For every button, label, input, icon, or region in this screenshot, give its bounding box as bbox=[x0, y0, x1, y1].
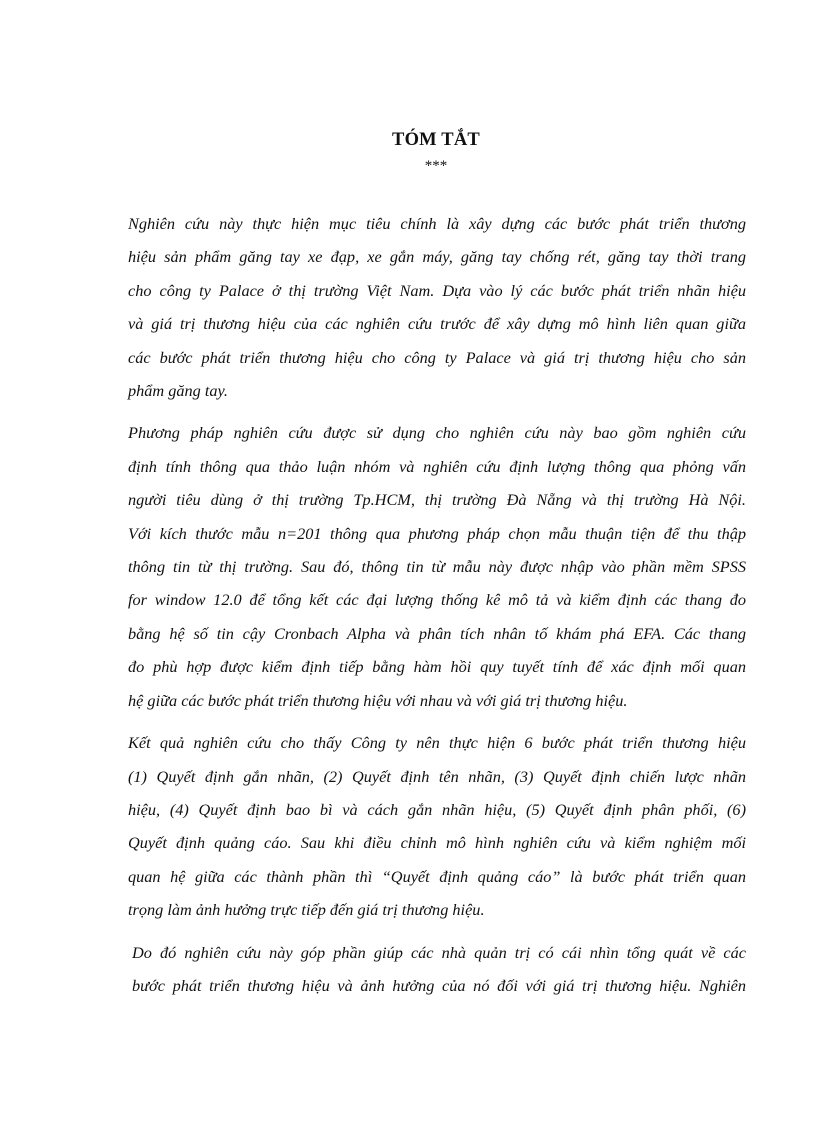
text-line: Với kích thước mẫu n=201 thông qua phương pháp chọn mẫu thuận tiện để thu thập bbox=[128, 523, 746, 543]
text-line: đo phù hợp được kiểm định tiếp bằng hàm hồi quy tuyết tính để xác định mối quan bbox=[128, 657, 746, 677]
text-line: Do đó nghiên cứu này góp phần giúp các nhà quản trị có cái nhìn tổng quát về các bbox=[132, 942, 746, 962]
abstract-body bbox=[128, 207, 746, 1011]
text-line: và giá trị thương hiệu của các nghiên cứu trước để xây dựng mô hình liên quan giữa bbox=[128, 314, 746, 334]
paragraph-method bbox=[128, 416, 746, 717]
text-line: Nghiên cứu này thực hiện mục tiêu chính là xây dựng các bước phát triển thương bbox=[128, 214, 746, 233]
paragraph-objective bbox=[128, 207, 746, 407]
text-line: (1) Quyết định gắn nhãn, (2) Quyết định tên nhãn, (3) Quyết định chiến lược nhãn bbox=[128, 766, 746, 786]
paragraph-conclusion bbox=[128, 936, 746, 1003]
text-line: Kết quả nghiên cứu cho thấy Công ty nên thực hiện 6 bước phát triển thương hiệu bbox=[128, 733, 746, 753]
text-line: người tiêu dùng ở thị trường Tp.HCM, thị trường Đà Nẵng và thị trường Hà Nội. bbox=[128, 490, 746, 510]
text-line: trọng làm ảnh hưởng trực tiếp đến giá trị thương hiệu. bbox=[128, 900, 485, 920]
text-line: cho công ty Palace ở thị trường Việt Nam. Dựa vào lý các bước phát triển nhãn hiệu bbox=[128, 280, 746, 300]
page-title: TÓM TẮT bbox=[392, 130, 480, 150]
text-line: phẩm găng tay. bbox=[128, 381, 228, 401]
text-line: hiệu sản phẩm găng tay xe đạp, xe gắn máy, găng tay chống rét, găng tay thời trang bbox=[128, 247, 746, 267]
text-line: định tính thông qua thảo luận nhóm và nghiên cứu định lượng thông qua phỏng vấn bbox=[128, 456, 746, 476]
title-separator: *** bbox=[424, 158, 448, 174]
text-line: bằng hệ số tin cậy Cronbach Alpha và phân tích nhân tố khám phá EFA. Các thang bbox=[128, 623, 746, 643]
text-line: quan hệ giữa các thành phần thì “Quyết định quảng cáo” là bước phát triển quan bbox=[128, 866, 746, 886]
paragraph-results bbox=[128, 726, 746, 926]
text-line: Phương pháp nghiên cứu được sử dụng cho nghiên cứu này bao gồm nghiên cứu bbox=[128, 423, 746, 443]
text-line: hiệu, (4) Quyết định bao bì và cách gắn nhãn hiệu, (5) Quyết định phân phối, (6) bbox=[128, 799, 746, 819]
text-line: thông tin từ thị trường. Sau đó, thông tin từ mẫu này được nhập vào phần mềm SPSS bbox=[128, 557, 746, 577]
text-line: Quyết định quảng cáo. Sau khi điều chỉnh mô hình nghiên cứu và kiểm nghiệm mối bbox=[128, 833, 746, 853]
text-line: các bước phát triển thương hiệu cho công ty Palace và giá trị thương hiệu cho sản bbox=[128, 347, 746, 367]
text-line: bước phát triển thương hiệu và ảnh hưởng của nó đối với giá trị thương hiệu. Nghiên bbox=[132, 975, 746, 995]
text-line: for window 12.0 để tổng kết các đại lượng thống kê mô tả và kiểm định các thang đo bbox=[128, 590, 746, 610]
text-line: hệ giữa các bước phát triển thương hiệu với nhau và với giá trị thương hiệu. bbox=[128, 690, 628, 710]
